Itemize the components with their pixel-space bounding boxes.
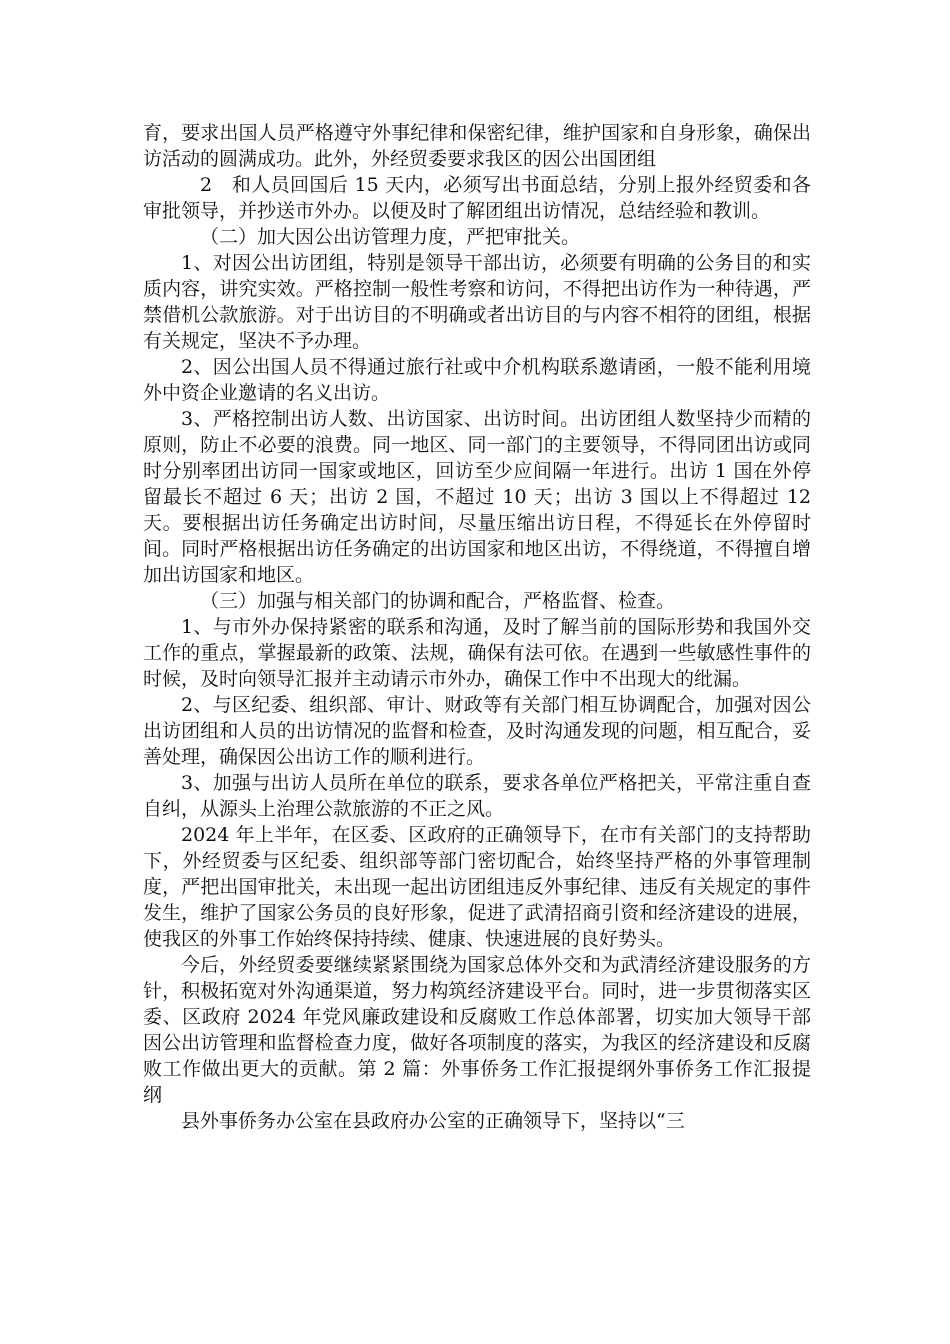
paragraph-outlook: 今后，外经贸委要继续紧紧围绕为国家总体外交和为武清经济建设服务的方针，积极拓宽对外沟通渠道，努力构筑经济建设平台。同时，进一步贯彻落实区委、区政府 2024 年党风廉政建设和反腐败工作总体部署，切实加大领导干部因公出访管理和监督检查力度，做好各项制度的落实，为我区的经济建设和反腐败工作做出更大的贡献。第 2 篇：外事侨务工作汇报提纲外事侨务工作汇报提纲 <box>143 954 811 1106</box>
document-page <box>143 120 811 1134</box>
list-item-approval-1: 1、对因公出访团组，特别是领导干部出访，必须要有明确的公务目的和实质内容，讲究实效。严格控制一般性考察和访问，不得把出访作为一种待遇，严禁借机公款旅游。对于出访目的不明确或者出访目的与内容不相符的团组，根据有关规定，坚决不予办理。 <box>143 252 811 352</box>
list-item-approval-2: 2、因公出国人员不得通过旅行社或中介机构联系邀请函，一般不能利用境外中资企业邀请的名义出访。 <box>143 356 811 404</box>
list-item-coordination-1: 1、与市外办保持紧密的联系和沟通，及时了解当前的国际形势和我国外交工作的重点，掌握最新的政策、法规，确保有法可依。在遇到一些敏感性事件的时候，及时向领导汇报并主动请示市外办，确保工作中不出现大的纰漏。 <box>143 616 811 690</box>
list-item-coordination-3: 3、加强与出访人员所在单位的联系，要求各单位严格把关，平常注重自查自纠，从源头上治理公款旅游的不正之风。 <box>143 772 811 820</box>
section-heading-3: （三）加强与相关部门的协调和配合，严格监督、检查。 <box>200 590 676 612</box>
paragraph-return-summary: 2 和人员回国后 15 天内，必须写出书面总结，分别上报外经贸委和各审批领导，并抄送市外办。以便及时了解团组出访情况，总结经验和教训。 <box>143 174 811 222</box>
list-item-approval-3: 3、严格控制出访人数、出访国家、出访时间。出访团组人数坚持少而精的原则，防止不必要的浪费。同一地区、同一部门的主要领导，不得同团出访或同时分别率团出访同一国家或地区，回访至少应间隔一年进行。出访 1 国在外停留最长不超过 6 天；出访 2 国，不超过 10 天；出访 3 国以上不得超过 12 天。要根据出访任务确定出访时间，尽量压缩出访日程，不得延长在外停留时间。同时严格根据出访任务确定的出访国家和地区出访，不得绕道，不得擅自增加出访国家和地区。 <box>143 408 811 586</box>
paragraph-summary-2024: 2024 年上半年，在区委、区政府的正确领导下，在市有关部门的支持帮助下，外经贸委与区纪委、组织部等部门密切配合，始终坚持严格的外事管理制度，严把出国审批关，未出现一起出访团组违反外事纪律、违反有关规定的事件发生，维护了国家公务员的良好形象，促进了武清招商引资和经济建设的进展，使我区的外事工作始终保持持续、健康、快速进展的良好势头。 <box>143 824 811 950</box>
list-item-coordination-2: 2、与区纪委、组织部、审计、财政等有关部门相互协调配合，加强对因公出访团组和人员的出访情况的监督和检查，及时沟通发现的问题，相互配合，妥善处理，确保因公出访工作的顺利进行。 <box>143 694 811 768</box>
paragraph-continuation: 育，要求出国人员严格遵守外事纪律和保密纪律，维护国家和自身形象，确保出访活动的圆满成功。此外，外经贸委要求我区的因公出国团组 <box>143 122 811 170</box>
section-heading-2: （二）加大因公出访管理力度，严把审批关。 <box>200 226 581 248</box>
paragraph-next-article: 县外事侨务办公室在县政府办公室的正确领导下，坚持以“三 <box>181 1110 685 1132</box>
